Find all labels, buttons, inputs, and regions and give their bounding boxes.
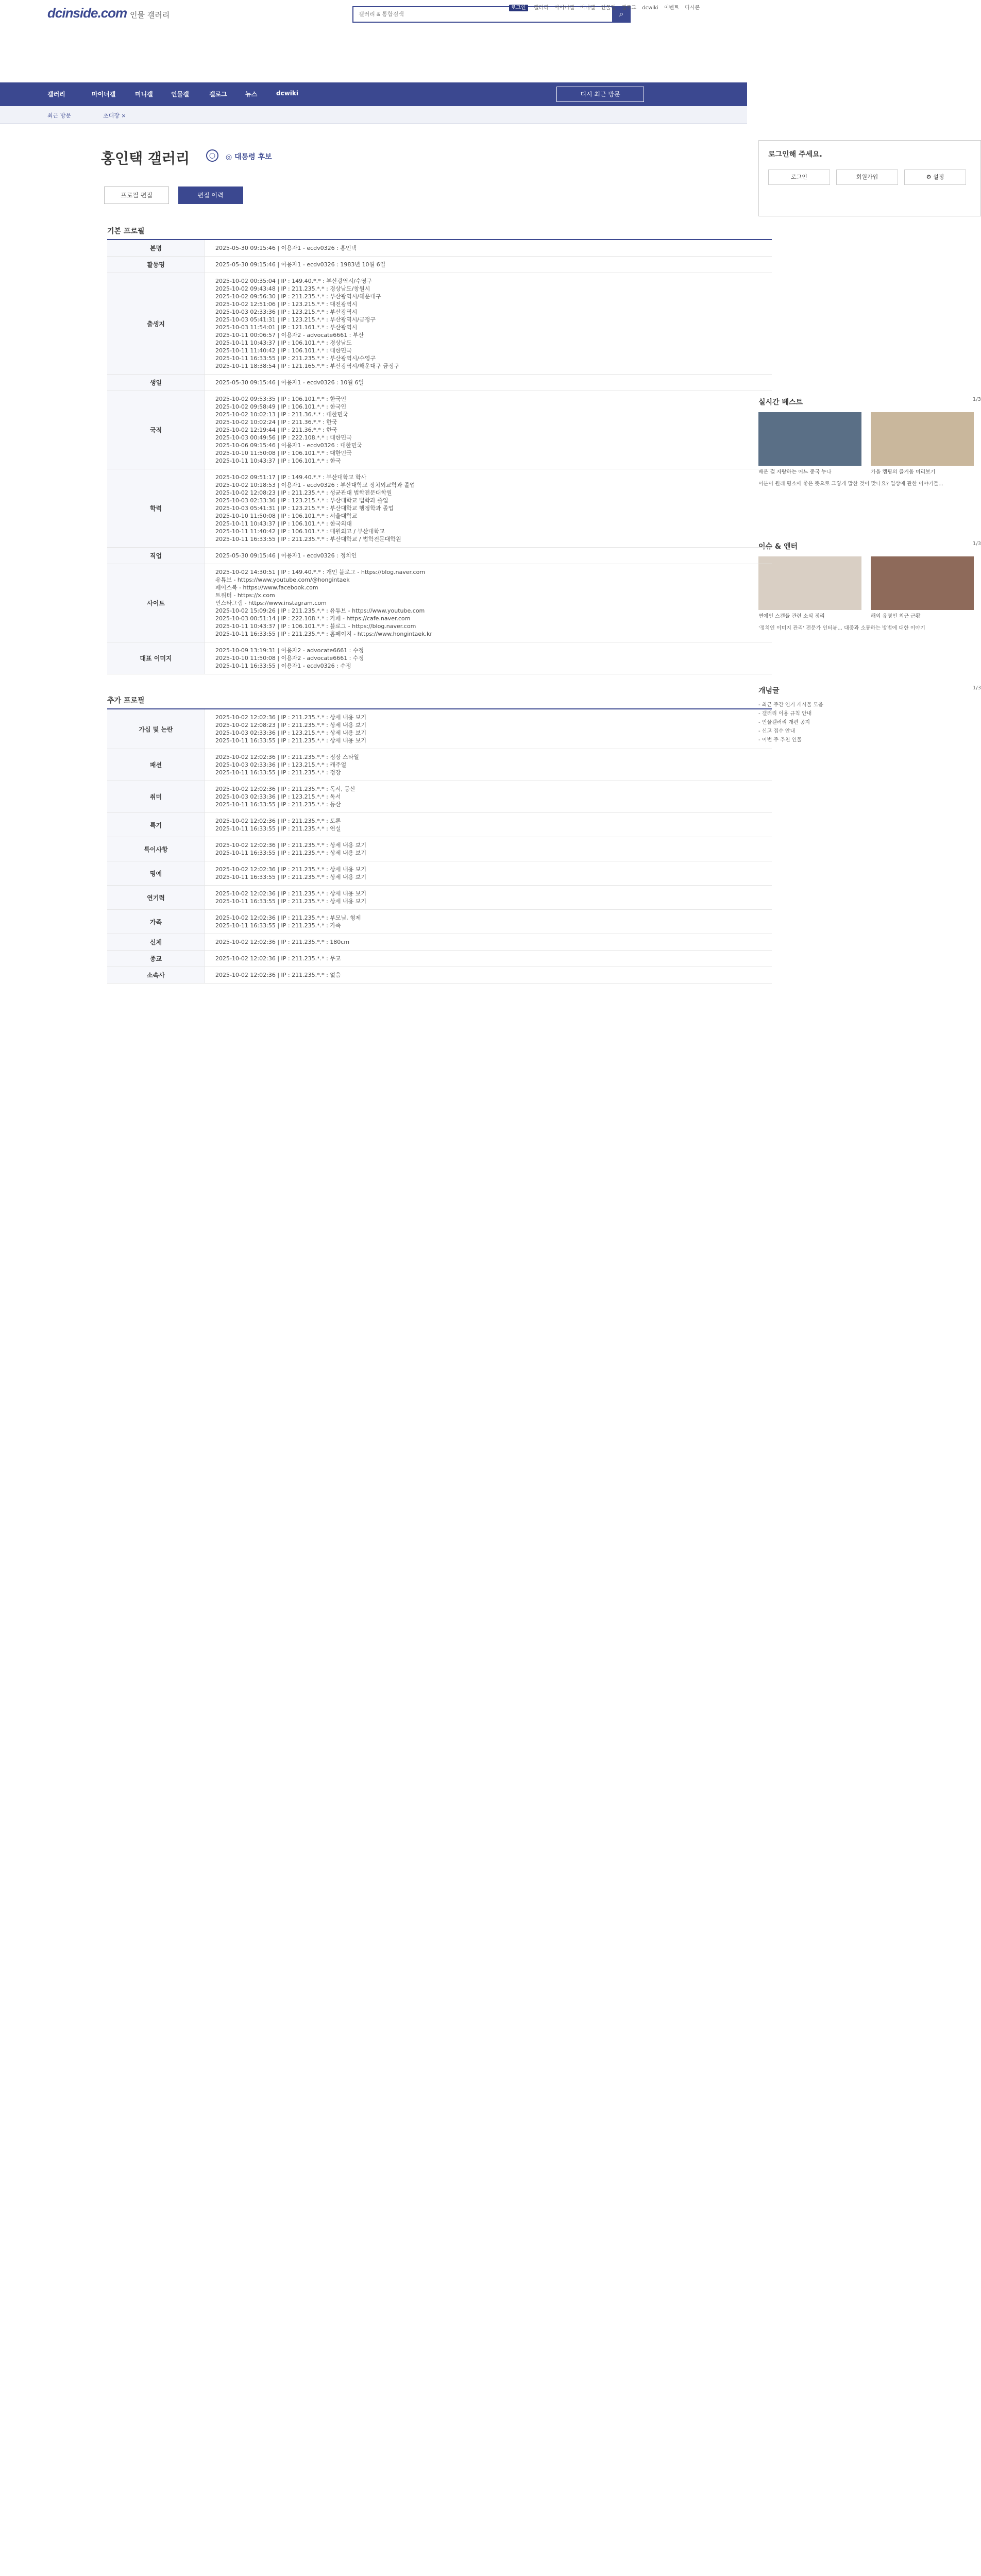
- history-entry: 2025-10-02 12:19:44 | IP : 211.36.*.* : 한국: [215, 427, 337, 433]
- history-entry: 2025-10-11 16:33:55 | IP : 211.235.*.* : 등산: [215, 801, 341, 808]
- history-entry: 2025-10-02 12:02:36 | IP : 211.235.*.* : 독서, 등산: [215, 786, 356, 792]
- history-entry: 2025-10-11 16:33:55 | IP : 211.235.*.* : 가족: [215, 922, 341, 929]
- row-body: [205, 910, 772, 934]
- recent-visit-button[interactable]: 디시 최근 방문: [556, 87, 644, 102]
- history-entry: 2025-10-11 10:43:37 | IP : 106.101.*.* : 한국외대: [215, 520, 352, 527]
- top-link[interactable]: 갤러리: [533, 5, 549, 11]
- history-entry: 2025-10-11 16:33:55 | IP : 211.235.*.* : 연설: [215, 825, 341, 832]
- history-entry: 2025-10-03 02:33:36 | IP : 123.215.*.* : 캐주얼: [215, 761, 347, 768]
- history-entry: 2025-10-11 16:33:55 | IP : 211.235.*.* : 상세 내용 보기: [215, 850, 367, 856]
- history-entry: 2025-10-03 05:41:31 | IP : 123.215.*.* : 부산대학교 행정학과 졸업: [215, 505, 394, 512]
- history-entry: 2025-10-02 12:02:36 | IP : 211.235.*.* : 정장 스타일: [215, 754, 359, 760]
- history-entry: 2025-10-02 12:02:36 | IP : 211.235.*.* : 상세 내용 보기: [215, 866, 367, 873]
- profile-row: [107, 934, 772, 951]
- row-label: 학력: [107, 469, 205, 547]
- history-entry: 2025-10-10 11:50:08 | 이용자2 - advocate6661 : 수정: [215, 655, 364, 662]
- login-title: 로그인해 주세요.: [768, 150, 822, 159]
- thumbnail-caption[interactable]: 해외 유명인 최근 근황: [871, 614, 921, 619]
- history-entry: 2025-10-03 00:49:56 | IP : 222.108.*.* : 대한민국: [215, 434, 352, 441]
- history-entry: 2025-10-11 11:40:42 | IP : 106.101.*.* : 대한민국: [215, 347, 352, 354]
- history-entry: 2025-10-02 12:02:36 | IP : 211.235.*.* : 상세 내용 보기: [215, 890, 367, 897]
- local-nav: [0, 106, 747, 124]
- history-entry: 2025-10-03 02:33:36 | IP : 123.215.*.* : 부산광역시: [215, 309, 358, 315]
- row-body: [205, 273, 772, 374]
- notice-item[interactable]: - 인물갤러리 개편 공지: [758, 720, 810, 725]
- history-entry: 2025-10-02 10:18:53 | 이용자1 - ecdv0326 : 부산대학교 정치외교학과 졸업: [215, 482, 415, 488]
- logo-sub[interactable]: 인물 갤러리: [130, 10, 170, 20]
- thumbnail-image[interactable]: [871, 556, 974, 610]
- history-entry: 2025-10-11 16:33:55 | IP : 211.235.*.* : 부산광역시/수영구: [215, 355, 376, 362]
- history-entry: 2025-10-02 12:02:36 | IP : 211.235.*.* : 부모님, 형제: [215, 914, 361, 921]
- history-entry: 인스타그램 - https://www.instagram.com: [215, 600, 327, 606]
- lnb-invite[interactable]: 초대장 ×: [103, 112, 126, 119]
- thumbnail-caption[interactable]: 연예인 스캔들 관련 소식 정리: [758, 614, 825, 619]
- history-entry: 2025-05-30 09:15:46 | 이용자1 - ecdv0326 : 1983년 10월 6일: [215, 261, 386, 268]
- profile-row: [107, 273, 772, 375]
- history-entry: 2025-10-02 15:09:26 | IP : 211.235.*.* : 유튜브 - https://www.youtube.com: [215, 607, 425, 614]
- history-entry: 2025-10-11 16:33:55 | IP : 211.235.*.* : 상세 내용 보기: [215, 874, 367, 880]
- history-entry: 페이스북 - https://www.facebook.com: [215, 584, 318, 591]
- history-entry: 2025-10-02 09:58:49 | IP : 106.101.*.* : 한국인: [215, 403, 347, 410]
- gnb-item-gallery[interactable]: 갤러리: [47, 91, 65, 98]
- profile-row: [107, 749, 772, 781]
- profile-row: [107, 813, 772, 837]
- row-label: 취미: [107, 781, 205, 812]
- profile-row: [107, 951, 772, 967]
- history-entry: 2025-10-11 10:43:37 | IP : 106.101.*.* : 경상남도: [215, 340, 352, 346]
- gnb-item-mini[interactable]: 미니갤: [135, 91, 153, 98]
- gnb-item-wiki[interactable]: dcwiki: [276, 90, 298, 97]
- search-input[interactable]: [358, 9, 605, 20]
- row-label: 명예: [107, 861, 205, 885]
- widget-title: 개념글: [758, 687, 780, 695]
- row-label: 패션: [107, 749, 205, 781]
- row-label: 사이트: [107, 564, 205, 642]
- login-button[interactable]: 로그인: [768, 170, 830, 185]
- profile-row: [107, 781, 772, 813]
- profile-row: [107, 837, 772, 861]
- row-label: 출생지: [107, 273, 205, 374]
- row-label: 신체: [107, 934, 205, 950]
- profile-row: [107, 642, 772, 674]
- history-entry: 2025-10-11 16:33:55 | 이용자1 - ecdv0326 : 수정: [215, 663, 351, 669]
- history-entry: 2025-10-02 09:53:35 | IP : 106.101.*.* : 한국인: [215, 396, 347, 402]
- login-box: [758, 140, 981, 216]
- history-entry: 2025-10-02 12:08:23 | IP : 211.235.*.* : 성균관대 법학전문대학원: [215, 489, 392, 496]
- row-body: [205, 781, 772, 812]
- history-entry: 2025-10-03 05:41:31 | IP : 123.215.*.* : 부산광역시/금정구: [215, 316, 376, 323]
- history-entry: 2025-10-02 12:51:06 | IP : 123.215.*.* : 대전광역시: [215, 301, 358, 308]
- history-entry: 2025-10-02 12:02:36 | IP : 211.235.*.* : 상세 내용 보기: [215, 714, 367, 721]
- history-entry: 2025-10-02 12:02:36 | IP : 211.235.*.* : 없음: [215, 972, 341, 978]
- history-entry: 2025-10-02 12:02:36 | IP : 211.235.*.* : 180cm: [215, 939, 350, 945]
- notice-item[interactable]: - 갤러리 이용 규칙 안내: [758, 711, 812, 717]
- history-entry: 2025-10-03 00:51:14 | IP : 222.108.*.* : 카페 - https://cafe.naver.com: [215, 615, 411, 622]
- history-entry: 2025-10-02 10:02:24 | IP : 211.36.*.* : 한국: [215, 419, 337, 426]
- notice-item[interactable]: - 신고 접수 안내: [758, 728, 796, 734]
- thumbnail-image[interactable]: [758, 556, 861, 610]
- row-label: 특기: [107, 813, 205, 837]
- edit-history-button[interactable]: 편집 이력: [178, 187, 243, 204]
- history-entry: 2025-05-30 09:15:46 | 이용자1 - ecdv0326 : 홍인택: [215, 245, 357, 251]
- row-label: 특이사항: [107, 837, 205, 861]
- settings-label: 설정: [933, 174, 944, 180]
- row-body: [205, 709, 772, 749]
- row-body: [205, 564, 772, 642]
- history-entry: 2025-10-11 11:40:42 | IP : 106.101.*.* : 대원외고 / 부산대학교: [215, 528, 385, 535]
- widget-pager[interactable]: 1/3: [972, 685, 981, 691]
- widget-title: 이슈 & 엔터: [758, 543, 798, 551]
- row-label: 국적: [107, 391, 205, 469]
- notice-item[interactable]: - 이번 주 추천 인물: [758, 737, 802, 743]
- basic-profile-heading: 기본 프로필: [107, 227, 145, 235]
- history-entry: 2025-10-11 18:38:54 | IP : 121.165.*.* : 부산광역시/해운대구 금정구: [215, 363, 399, 369]
- widget-title: 실시간 베스트: [758, 398, 803, 406]
- history-entry: 2025-10-02 09:43:48 | IP : 211.235.*.* : 경상남도/창원시: [215, 285, 370, 292]
- row-body: [205, 837, 772, 861]
- row-body: [205, 375, 772, 391]
- history-entry: 2025-10-10 11:50:08 | IP : 106.101.*.* : 대한민국: [215, 450, 352, 456]
- history-entry: 2025-10-11 16:33:55 | IP : 211.235.*.* : 정장: [215, 769, 341, 776]
- history-entry: 2025-10-11 10:43:37 | IP : 106.101.*.* : 한국: [215, 457, 341, 464]
- row-body: [205, 240, 772, 256]
- history-entry: 2025-10-11 10:43:37 | IP : 106.101.*.* : 블로그 - https://blog.naver.com: [215, 623, 416, 630]
- gnb-item-person[interactable]: 인물갤: [171, 91, 189, 98]
- thumbnail-image[interactable]: [758, 412, 861, 466]
- row-body: [205, 861, 772, 885]
- profile-row: [107, 967, 772, 984]
- notice-item[interactable]: - 최근 주간 인기 게시물 모음: [758, 702, 823, 708]
- row-body: [205, 967, 772, 983]
- history-entry: 트위터 - https://x.com: [215, 592, 275, 599]
- row-body: [205, 257, 772, 273]
- row-body: [205, 934, 772, 950]
- row-body: [205, 469, 772, 547]
- profile-row: [107, 861, 772, 886]
- history-entry: 2025-10-11 16:33:55 | IP : 211.235.*.* : 상세 내용 보기: [215, 898, 367, 905]
- history-entry: 2025-05-30 09:15:46 | 이용자1 - ecdv0326 : 10월 6일: [215, 379, 364, 386]
- profile-row: [107, 469, 772, 548]
- extra-profile-heading: 추가 프로필: [107, 697, 145, 705]
- history-entry: 2025-10-06 09:15:46 | 이용자1 - ecdv0326 : 대한민국: [215, 442, 362, 449]
- row-body: [205, 548, 772, 564]
- profile-edit-button[interactable]: 프로필 편집: [104, 187, 169, 204]
- row-label: 연기력: [107, 886, 205, 909]
- thumbnail-caption[interactable]: 배운 걸 자랑하는 어느 중국 누나: [758, 469, 832, 475]
- top-link-login[interactable]: 로그인: [509, 5, 528, 11]
- notice-widget: [758, 685, 981, 744]
- history-entry: 2025-10-03 02:33:36 | IP : 123.215.*.* : 부산대학교 법학과 졸업: [215, 497, 388, 504]
- top-link[interactable]: 이벤트: [664, 5, 679, 11]
- history-entry: 2025-10-11 16:33:55 | IP : 211.235.*.* : 홈페이지 - https://www.hongintaek.kr: [215, 631, 432, 637]
- profile-row: [107, 709, 772, 749]
- widget-text[interactable]: '정치인 이미지 관리' 전문가 인터뷰... 대중과 소통하는 방법에 대한 이야기: [758, 625, 925, 631]
- top-links: [505, 3, 700, 11]
- search-icon: ⌕: [619, 9, 624, 19]
- global-nav: [0, 82, 747, 106]
- history-entry: 2025-10-03 02:33:36 | IP : 123.215.*.* : 독서: [215, 793, 341, 800]
- profile-row: [107, 548, 772, 564]
- row-label: 활동명: [107, 257, 205, 273]
- profile-row: [107, 910, 772, 934]
- history-entry: 2025-10-02 12:02:36 | IP : 211.235.*.* : 상세 내용 보기: [215, 842, 367, 849]
- history-entry: 2025-10-09 13:19:31 | 이용자2 - advocate6661 : 수정: [215, 647, 364, 654]
- profile-row: [107, 375, 772, 391]
- top-link[interactable]: dcwiki: [642, 5, 658, 11]
- row-label: 가십 및 논란: [107, 709, 205, 749]
- row-label: 직업: [107, 548, 205, 564]
- history-entry: 2025-10-10 11:50:08 | IP : 106.101.*.* : 서울대학교: [215, 513, 358, 519]
- signup-button[interactable]: 회원가입: [836, 170, 898, 185]
- lnb-recent[interactable]: 최근 방문: [47, 112, 72, 119]
- profile-row: [107, 886, 772, 910]
- settings-button[interactable]: [904, 170, 966, 185]
- history-entry: 2025-10-11 00:06:57 | 이용자2 - advocate6661 : 부산: [215, 332, 364, 338]
- thumbnail-image[interactable]: [871, 412, 974, 466]
- profile-row: [107, 391, 772, 469]
- row-label: 본명: [107, 240, 205, 256]
- site-logo[interactable]: dcinside.com: [47, 5, 127, 21]
- row-body: [205, 813, 772, 837]
- extra-profile-table: [107, 708, 772, 984]
- row-label: 생일: [107, 375, 205, 391]
- row-body: [205, 642, 772, 674]
- realtime-best-widget: [758, 397, 981, 488]
- history-entry: 2025-10-11 16:33:55 | IP : 211.235.*.* : 부산대학교 / 법학전문대학원: [215, 536, 401, 543]
- page-title: 홍인택 갤러리: [101, 150, 190, 167]
- history-entry: 2025-10-02 10:02:13 | IP : 211.36.*.* : 대한민국: [215, 411, 348, 418]
- gnb-item-gallog[interactable]: 갤로그: [209, 91, 227, 98]
- row-label: 대표 이미지: [107, 642, 205, 674]
- history-entry: 2025-10-02 00:35:04 | IP : 149.40.*.* : 부산광역시/수영구: [215, 278, 372, 284]
- row-label: 가족: [107, 910, 205, 934]
- gnb-item-news[interactable]: 뉴스: [245, 91, 258, 98]
- profile-row: [107, 257, 772, 273]
- row-body: [205, 886, 772, 909]
- history-entry: 2025-10-02 09:56:30 | IP : 211.235.*.* : 부산광역시/해운대구: [215, 293, 381, 300]
- gnb-item-minor[interactable]: 마이너갤: [92, 91, 116, 98]
- page-subtitle: ◎ 대통령 후보: [226, 153, 272, 161]
- history-entry: 2025-05-30 09:15:46 | 이용자1 - ecdv0326 : 정치인: [215, 552, 357, 559]
- history-entry: 2025-10-03 02:33:36 | IP : 123.215.*.* : 상세 내용 보기: [215, 730, 367, 736]
- profile-row: [107, 564, 772, 642]
- row-body: [205, 749, 772, 781]
- top-link[interactable]: 마이너갤: [554, 5, 574, 11]
- issue-widget: [758, 541, 981, 632]
- profile-row: [107, 240, 772, 257]
- widget-pager[interactable]: 1/3: [972, 541, 981, 547]
- profile-buttons: [104, 187, 250, 204]
- history-entry: 2025-10-03 11:54:01 | IP : 121.161.*.* : 부산광역시: [215, 324, 358, 331]
- history-entry: 2025-10-11 16:33:55 | IP : 211.235.*.* : 상세 내용 보기: [215, 737, 367, 744]
- basic-profile-table: [107, 239, 772, 674]
- history-entry: 2025-10-02 12:02:36 | IP : 211.235.*.* : 토론: [215, 818, 341, 824]
- top-link[interactable]: 갤로그: [621, 5, 637, 11]
- row-label: 종교: [107, 951, 205, 967]
- top-link[interactable]: 디시콘: [685, 5, 700, 11]
- widget-text[interactable]: 이분이 원래 평소에 좋은 뜻으로 그렇게 말한 것이 맞나요? 일상에 관한 이야기들...: [758, 481, 943, 487]
- history-entry: 2025-10-02 14:30:51 | IP : 149.40.*.* : 개인 블로그 - https://blog.naver.com: [215, 569, 426, 575]
- top-link[interactable]: 미니갤: [580, 5, 595, 11]
- thumbnail-caption[interactable]: 가을 캠핑의 즐거움 미리보기: [871, 469, 936, 475]
- top-link[interactable]: 인물갤: [600, 5, 616, 11]
- top-bar: [0, 0, 747, 26]
- gear-icon: ⚙: [926, 174, 934, 180]
- row-body: [205, 951, 772, 967]
- row-label: 소속사: [107, 967, 205, 983]
- history-entry: 유튜브 - https://www.youtube.com/@hongintaek: [215, 577, 350, 583]
- history-entry: 2025-10-02 12:02:36 | IP : 211.235.*.* : 무교: [215, 955, 341, 962]
- history-entry: 2025-10-02 09:51:17 | IP : 149.40.*.* : 부산대학교 학사: [215, 474, 367, 481]
- history-entry: 2025-10-02 12:08:23 | IP : 211.235.*.* : 상세 내용 보기: [215, 722, 367, 728]
- widget-pager[interactable]: 1/3: [972, 397, 981, 402]
- row-body: [205, 391, 772, 469]
- search-icon[interactable]: ○: [206, 149, 218, 162]
